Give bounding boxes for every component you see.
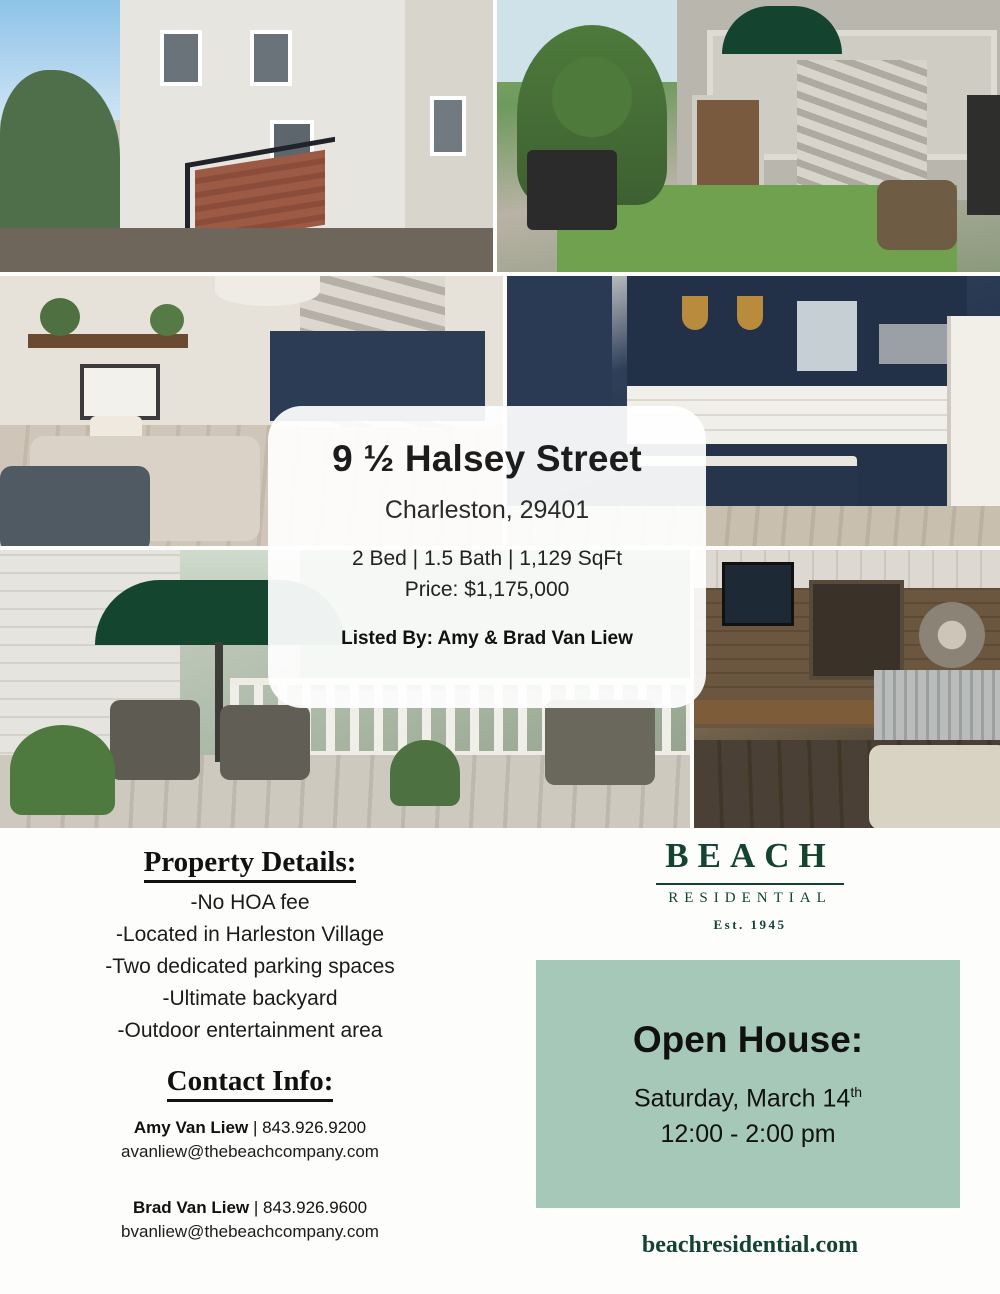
contact-info-heading: Contact Info: <box>167 1065 334 1102</box>
listing-agents: Listed By: Amy & Brad Van Liew <box>341 628 633 649</box>
contact-amy <box>0 1118 500 1162</box>
brand-subtitle: RESIDENTIAL <box>668 890 832 906</box>
detail-item: -Located in Harleston Village <box>115 923 385 946</box>
contact-phone-brad[interactable]: 843.926.9600 <box>263 1198 368 1217</box>
detail-item: -Ultimate backyard <box>162 987 338 1010</box>
contact-phone-amy[interactable]: 843.926.9200 <box>262 1118 367 1137</box>
contact-name-amy <box>0 1118 500 1138</box>
open-house-title: Open House: <box>632 1019 864 1061</box>
photo-backyard-deck <box>497 0 1000 272</box>
flyer-footer <box>0 828 1000 1294</box>
details-column <box>0 828 500 1294</box>
brand-logo <box>500 836 1000 933</box>
contact-separator: | <box>248 1118 263 1137</box>
listing-info-card <box>268 406 706 708</box>
open-house-time: 12:00 - 2:00 pm <box>660 1119 836 1148</box>
detail-item: -Outdoor entertainment area <box>117 1019 383 1042</box>
photo-exterior-front <box>0 0 493 272</box>
contact-separator: | <box>249 1198 264 1217</box>
detail-item: -No HOA fee <box>190 891 310 914</box>
listing-specs: 2 Bed | 1.5 Bath | 1,129 SqFt <box>351 547 623 570</box>
listing-city: Charleston, 29401 <box>384 496 590 524</box>
brand-divider <box>656 883 844 885</box>
brand-established: Est. 1945 <box>713 917 787 932</box>
brand-column <box>500 828 1000 1294</box>
open-house-date-text: Saturday, March 14 <box>634 1084 851 1113</box>
contact-name-text: Brad Van Liew <box>132 1198 250 1217</box>
photo-outdoor-bar <box>694 550 1000 828</box>
contact-name-brad <box>0 1198 500 1218</box>
property-details-heading: Property Details: <box>144 846 357 883</box>
open-house-badge <box>536 960 960 1208</box>
listing-price: Price: $1,175,000 <box>404 578 570 601</box>
contact-email-brad[interactable]: bvanliew@thebeachcompany.com <box>121 1222 379 1241</box>
detail-item: -Two dedicated parking spaces <box>105 955 395 978</box>
open-house-date-suffix: th <box>850 1084 862 1101</box>
contact-email-amy[interactable]: avanliew@thebeachcompany.com <box>121 1142 379 1161</box>
brand-website[interactable]: beachresidential.com <box>641 1232 859 1258</box>
open-house-date <box>634 1084 862 1113</box>
contact-brad <box>0 1198 500 1242</box>
brand-name: BEACH <box>665 836 835 875</box>
contact-name-text: Amy Van Liew <box>133 1118 249 1137</box>
listing-address: 9 ½ Halsey Street <box>332 438 642 479</box>
